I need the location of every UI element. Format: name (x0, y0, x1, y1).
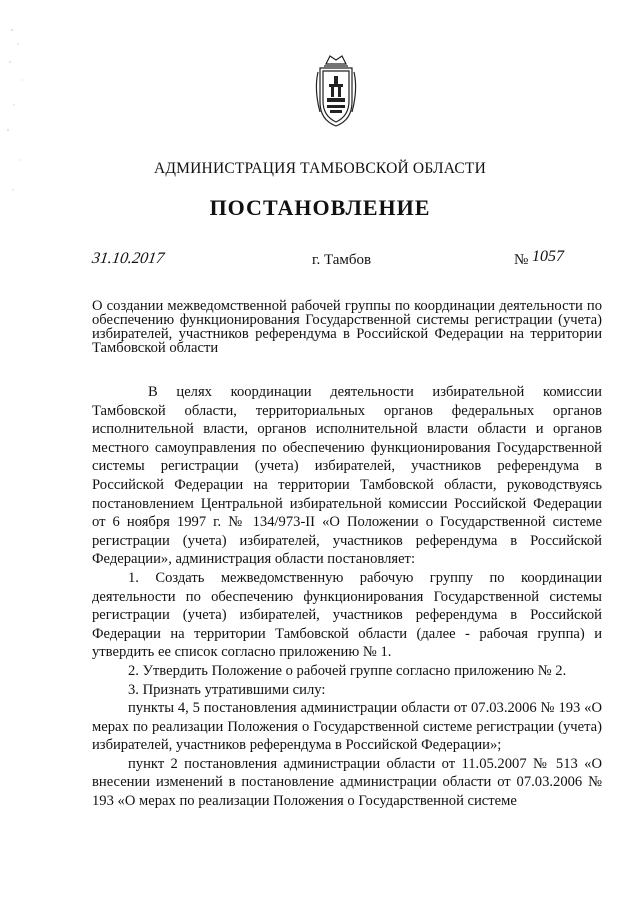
scan-speckle (4, 10, 44, 210)
preamble-paragraph: В целях координации деятельности избирательной комиссии Тамбовской области, территориальных органов федеральных органов исполнительной власти, органов исполнительной власти области и органов местного самоуправления по обеспечению функционирования Государственной системы регистрации (учета) избирателей, участников референдума в Российской Федерации на территории Тамбовской области, руководствуясь постановлением Центральной избирательной комиссии Российской Федерации от 6 ноября 1997 г. № 134/973-II «О Положении о Государственной системе регистрации (учета) избирателей, участников референдума в Российской Федерации», администрация области постановляет: (92, 384, 602, 568)
document-date: 31.10.2017 (90, 250, 166, 267)
document-number-label: № (514, 252, 529, 268)
document-body (92, 383, 602, 811)
item-3-paragraph: 3. Признать утратившими силу: (128, 681, 326, 698)
document-number: 1057 (532, 248, 564, 265)
item-3b-paragraph: пункт 2 постановления администрации области от 11.05.2007 № 513 «О внесении изменений в постановление администрации области от 07.03.2006 № 193 «О мерах по реализации Положения о Государственной системе (92, 755, 602, 810)
item-3a-paragraph: пункты 4, 5 постановления администрации области от 07.03.2006 № 193 «О мерах по реализации Положения о Государственной системе регистрации (учета) избирателей, участников референдума в Российской Федерации»; (92, 700, 602, 754)
document-type: ПОСТАНОВЛЕНИЕ (209, 195, 431, 220)
document-city: г. Тамбов (312, 252, 372, 268)
item-2-paragraph: 2. Утвердить Положение о рабочей группе согласно приложению № 2. (128, 662, 567, 679)
document-subject: О создании межведомственной рабочей группы по координации деятельности по обеспечению функционирования Государственной системы регистрации (учета) избирателей, участников референдума в Российской Федерации на территории Тамбовской области (92, 298, 602, 356)
organization-name: АДМИНИСТРАЦИЯ ТАМБОВСКОЙ ОБЛАСТИ (154, 160, 486, 177)
tambov-coat-of-arms-icon (314, 50, 358, 130)
item-1-paragraph: 1. Создать межведомственную рабочую группу по координации деятельности по обеспечению функционирования Государственной системы регистрации (учета) избирателей, участников референдума в Российской Федерации на территории Тамбовской области (далее - рабочая группа) и утвердить ее список согласно приложению № 1. (92, 569, 602, 661)
